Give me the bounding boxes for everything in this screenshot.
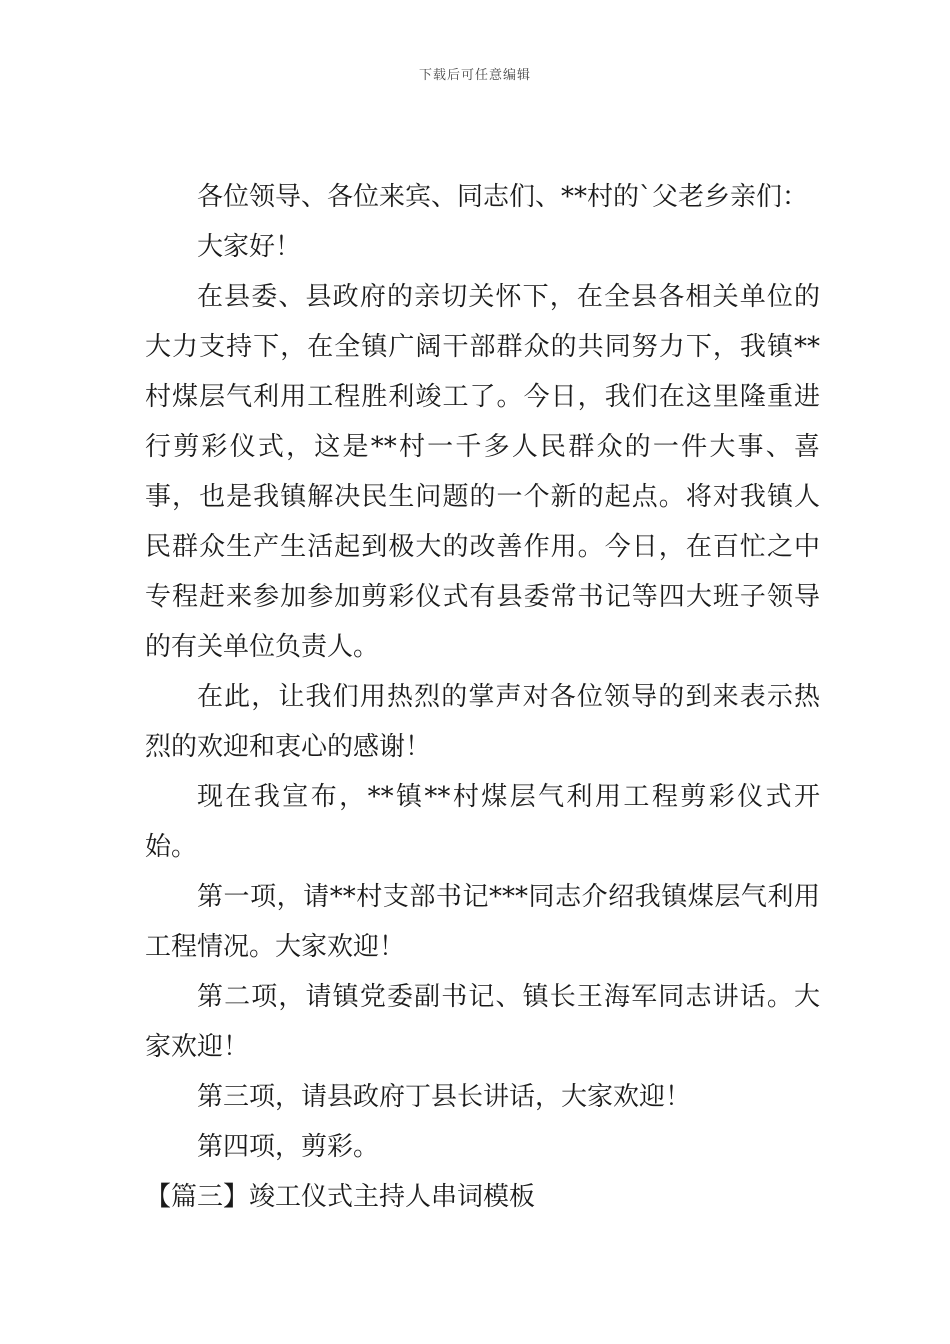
welcome-paragraph: 在此，让我们用热烈的掌声对各位领导的到来表示热烈的欢迎和衷心的感谢！ — [145, 682, 820, 762]
section-heading: 【篇三】竣工仪式主持人串词模板 — [145, 1182, 536, 1212]
page-header-note: 下载后可任意编辑 — [418, 68, 531, 83]
agenda-item-4: 第四项，剪彩。 — [197, 1132, 380, 1162]
document-body — [145, 172, 820, 1222]
agenda-item-1: 第一项，请**村支部书记***同志介绍我镇煤层气利用工程情况。大家欢迎！ — [145, 882, 820, 962]
announcement-paragraph: 现在我宣布，**镇**村煤层气利用工程剪彩仪式开始。 — [145, 782, 820, 862]
greeting-paragraph: 大家好！ — [197, 232, 302, 262]
agenda-item-3: 第三项，请县政府丁县长讲话，大家欢迎！ — [197, 1082, 692, 1112]
intro-paragraph: 在县委、县政府的亲切关怀下，在全县各相关单位的大力支持下，在全镇广阔干部群众的共同努力下，我镇**村煤层气利用工程胜利竣工了。今日，我们在这里隆重进行剪彩仪式，这是**村一千多人民群众的一件大事、喜事，也是我镇解决民生问题的一个新的起点。将对我镇人民群众生产生活起到极大的改善作用。今日，在百忙之中专程赶来参加参加剪彩仪式有县委常书记等四大班子领导的有关单位负责人。 — [145, 282, 820, 662]
agenda-item-2: 第二项，请镇党委副书记、镇长王海军同志讲话。大家欢迎！ — [145, 982, 820, 1062]
salutation-paragraph: 各位领导、各位来宾、同志们、**村的`父老乡亲们： — [197, 182, 809, 212]
